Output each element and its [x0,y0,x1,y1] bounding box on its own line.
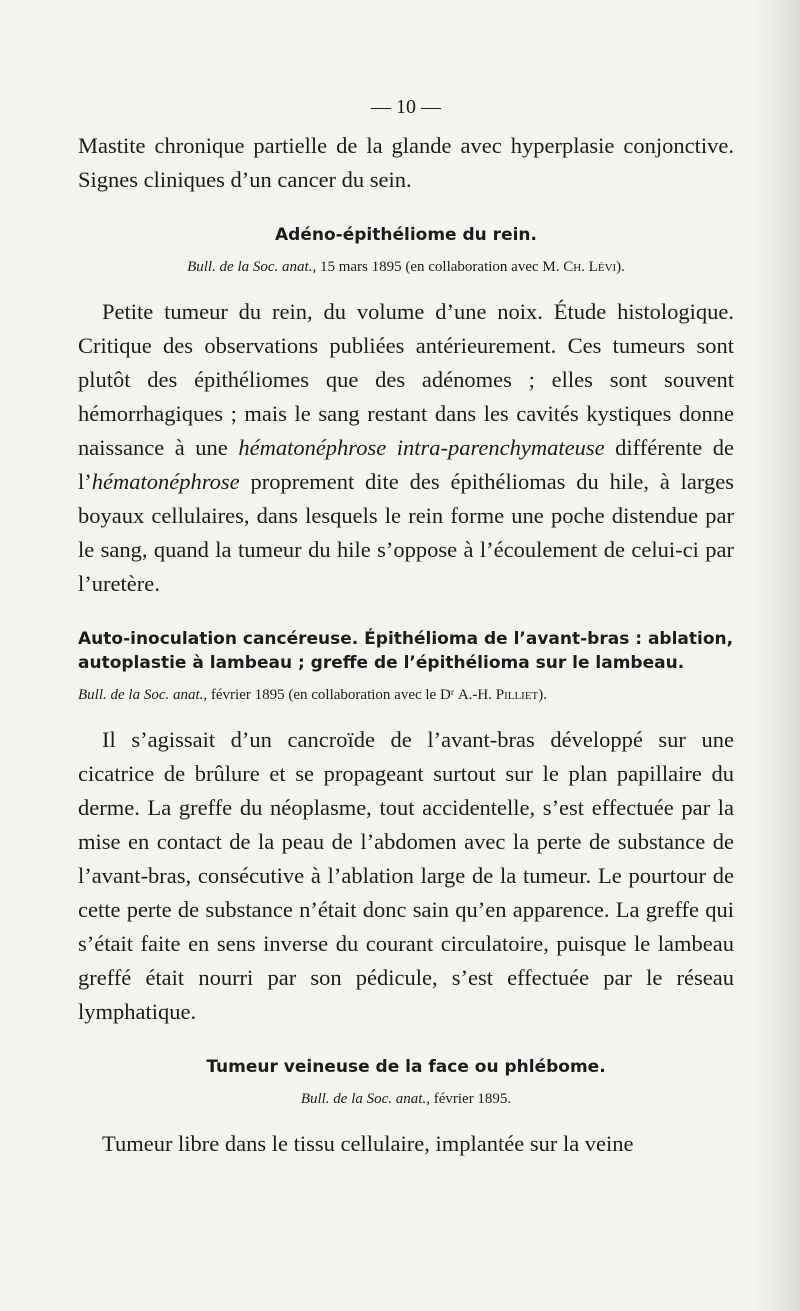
section-title-renal: Adéno-épithéliome du rein. [275,225,537,245]
paragraph-renal-italic-b: hématonéphrose [91,469,240,494]
citation-auto-inoculation [78,685,734,705]
document-page [78,96,734,1161]
citation-venous [78,1089,734,1109]
paragraph-renal-italic-a: hématonéphrose intra-parenchymateuse [238,435,605,460]
section-auto-inoculation [78,627,734,1029]
citation-author: Ch. Lévi [563,259,617,275]
paragraph-renal-part-c: proprement dite des épithéliomas du hile, à larges boyaux cellulaires, dans lesquels le rein forme une poche distendue par le sang, quand la tumeur du hile s’oppose à l’écoulement de celui-ci par l’uretère. [78,469,734,596]
citation-author: A.-H. Pilliet [457,687,539,703]
section-title-auto-inoculation: Auto-inoculation cancéreuse. Épithélioma de l’avant-bras : ablation, autoplastie à lambeau ; greffe de l’épithélioma sur le lambeau. [78,629,734,673]
page-edge-shadow [752,0,800,1311]
citation-date: , 15 mars 1895 (en collaboration avec M. [312,259,564,275]
citation-renal [78,257,734,277]
section-renal-tumor [78,223,734,601]
citation-journal: Bull. de la Soc. anat. [187,259,313,275]
intro-paragraph: Mastite chronique partielle de la glande avec hyperplasie conjonctive. Signes cliniques d’un cancer du sein. [78,133,734,192]
section-venous-tumor [78,1055,734,1161]
page-number: — 10 — [371,96,441,118]
citation-journal: Bull. de la Soc. anat. [300,1091,427,1107]
paragraph-venous: Tumeur libre dans le tissu cellulaire, implantée sur la veine [102,1131,634,1156]
citation-journal: Bull. de la Soc. anat. [78,687,204,703]
section-title-venous: Tumeur veineuse de la face ou phlébome. [206,1057,606,1077]
paragraph-auto-inoculation: Il s’agissait d’un cancroïde de l’avant-bras développé sur une cicatrice de brûlure et se propageant surtout sur le plan papillaire du derme. La greffe du néoplasme, tout accidentelle, s’est effectuée par la mise en contact de la peau de l’abdomen avec la perte de substance de l’avant-bras, consécutive à l’ablation large de la tumeur. Le pourtour de cette perte de substance n’était donc sain qu’en apparence. La greffe qui s’était faite en sens inverse du courant circulatoire, puisque le lambeau greffé était nourri par son pédicule, s’est effectuée par le réseau lymphatique. [78,727,734,1024]
paragraph-renal [78,295,734,601]
paragraph-renal-part-a: Petite tumeur du rein, du volume d’une noix. Étude histologique. Critique des observations publiées antérieurement. Ces tumeurs sont plutôt des épithéliomes que des adénomes ; elles sont souvent hémorrhagiques ; mais le sang restant dans les cavités kystiques donne naissance à une [78,299,734,460]
paragraph-renal-part-b: différente de l’ [78,435,734,494]
citation-end: ). [616,259,625,275]
citation-date: , février 1895 (en collaboration avec le Dʳ [203,687,458,703]
citation-date: , février 1895. [426,1091,512,1107]
citation-end: ). [538,687,548,703]
